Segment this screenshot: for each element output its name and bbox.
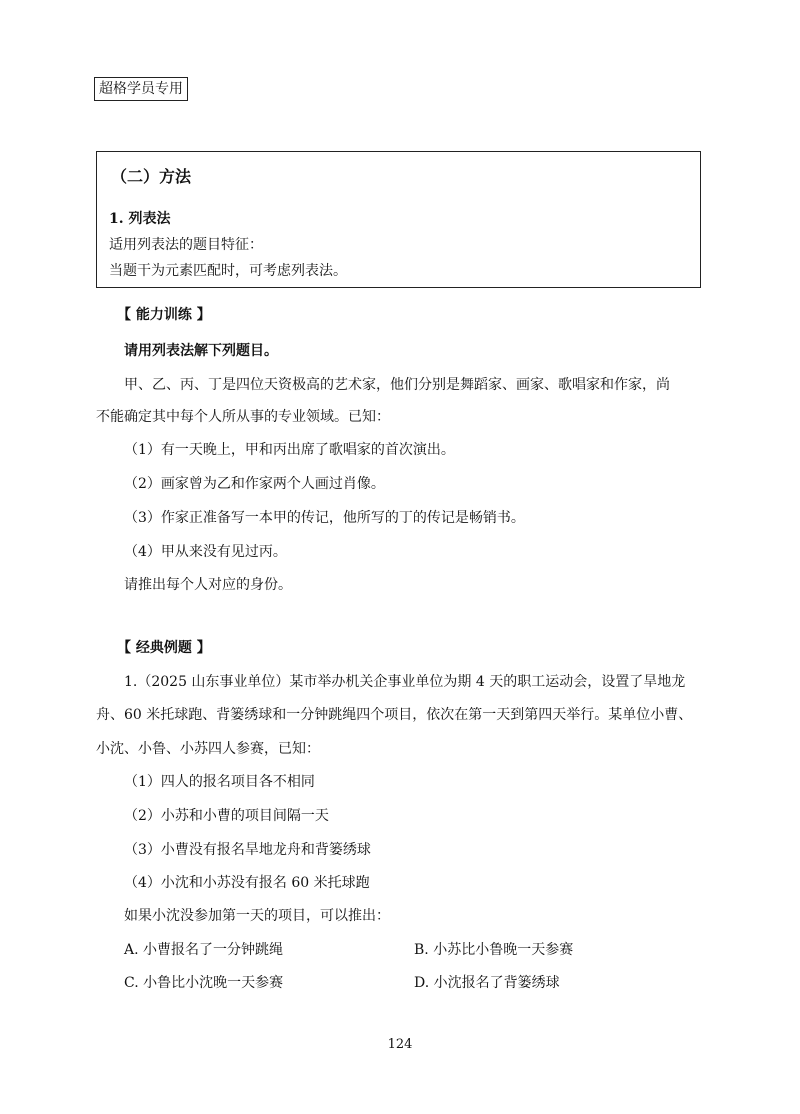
student-only-tag: 超格学员专用 [94, 77, 188, 101]
page-number: 124 [387, 1037, 413, 1052]
example-stem-line1: 1.（2025 山东事业单位）某市举办机关企事业单位为期 4 天的职工运动会，设置了旱地龙 [124, 674, 686, 690]
example-condition-2: （2）小苏和小曹的项目间隔一天 [124, 808, 329, 824]
training-heading: 【 能力训练 】 [117, 307, 211, 323]
example-condition-3: （3）小曹没有报名旱地龙舟和背篓绣球 [124, 842, 371, 858]
example-condition-4: （4）小沈和小苏没有报名 60 米托球跑 [124, 875, 370, 891]
method-feature-label: 适用列表法的题目特征： [109, 237, 263, 253]
method-box [96, 151, 701, 288]
method-subtitle: 1. 列表法 [109, 211, 171, 227]
example-stem-line2: 舟、60 米托球跑、背篓绣球和一分钟跳绳四个项目，依次在第一天到第四天举行。某单位小曹、 [96, 707, 693, 723]
option-b: B. 小苏比小鲁晚一天参赛 [414, 942, 574, 958]
training-question: 请推出每个人对应的身份。 [124, 577, 292, 593]
option-a: A. 小曹报名了一分钟跳绳 [124, 942, 284, 958]
training-condition-2: （2）画家曾为乙和作家两个人画过肖像。 [124, 476, 385, 492]
method-feature-text: 当题干为元素匹配时，可考虑列表法。 [109, 263, 347, 279]
example-condition-1: （1）四人的报名项目各不相同 [124, 774, 315, 790]
training-condition-3: （3）作家正准备写一本甲的传记，他所写的丁的传记是畅销书。 [124, 510, 525, 526]
training-condition-4: （4）甲从来没有见过丙。 [124, 544, 287, 560]
method-title: （二）方法 [111, 167, 192, 186]
option-d: D. 小沈报名了背篓绣球 [414, 975, 560, 991]
training-intro-line2: 不能确定其中每个人所从事的专业领域。已知： [96, 409, 390, 425]
option-c: C. 小鲁比小沈晚一天参赛 [124, 975, 284, 991]
example-stem-line3: 小沈、小鲁、小苏四人参赛，已知： [96, 741, 320, 757]
example-question: 如果小沈没参加第一天的项目，可以推出： [124, 908, 390, 924]
training-instruction: 请用列表法解下列题目。 [124, 343, 278, 359]
example-heading: 【 经典例题 】 [117, 640, 211, 656]
training-intro-line1: 甲、乙、丙、丁是四位天资极高的艺术家，他们分别是舞蹈家、画家、歌唱家和作家，尚 [124, 377, 670, 393]
training-condition-1: （1）有一天晚上，甲和丙出席了歌唱家的首次演出。 [124, 442, 455, 458]
